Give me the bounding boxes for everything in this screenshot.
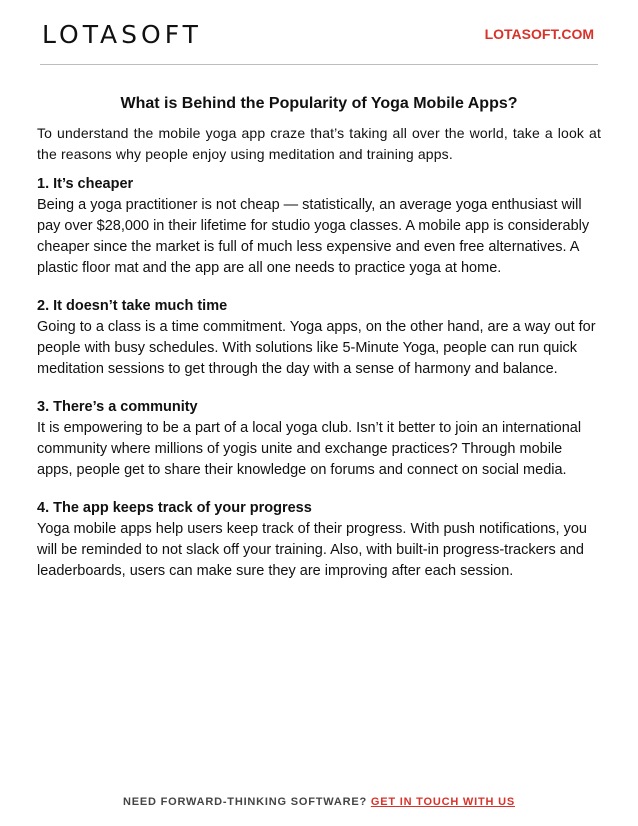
section-progress	[37, 498, 601, 582]
section-heading: 2. It doesn’t take much time	[37, 298, 228, 314]
lotasoft-logo: LOTASOFT	[42, 20, 202, 49]
section-heading: 4. The app keeps track of your progress	[37, 500, 312, 516]
section-time	[37, 296, 601, 380]
section-body: Yoga mobile apps help users keep track of their progress. With push notifications, you will be reminded to not slack off your training. Also, with built-in progress-trackers and leaderboards, users can make sure they are improving after each session.	[37, 521, 587, 579]
section-heading: 3. There’s a community	[37, 399, 198, 415]
section-cheaper	[37, 174, 601, 279]
section-heading: 1. It’s cheaper	[37, 176, 134, 192]
footer-prompt: NEED FORWARD-THINKING SOFTWARE?	[123, 796, 367, 808]
article-intro: To understand the mobile yoga app craze that’s taking all over the world, take a look at the reasons why people enjoy using meditation and training apps.	[37, 125, 601, 162]
header-divider	[40, 64, 598, 65]
section-body: Going to a class is a time commitment. Yoga apps, on the other hand, are a way out for people with busy schedules. With solutions like 5-Minute Yoga, people can run quick meditation sessions to get through the day with a sense of harmony and balance.	[37, 319, 596, 377]
section-body: Being a yoga practitioner is not cheap — statistically, an average yoga enthusiast will pay over $28,000 in their lifetime for studio yoga classes. A mobile app is considerably cheaper since the market is full of much less expensive and even free alternatives. A plastic floor mat and the app are all one needs to practice yoga at home.	[37, 197, 590, 276]
article-title: What is Behind the Popularity of Yoga Mobile Apps?	[120, 95, 518, 112]
article	[37, 94, 601, 599]
site-link[interactable]: LOTASOFT.COM	[484, 26, 594, 42]
section-body: It is empowering to be a part of a local yoga club. Isn’t it better to join an international community where millions of yogis unite and exchange practices? Through mobile apps, people get to share their knowledge on forums and connect on social media.	[37, 420, 582, 478]
contact-link[interactable]: GET IN TOUCH WITH US	[370, 796, 515, 808]
section-community	[37, 397, 601, 481]
footer-banner	[0, 796, 638, 808]
